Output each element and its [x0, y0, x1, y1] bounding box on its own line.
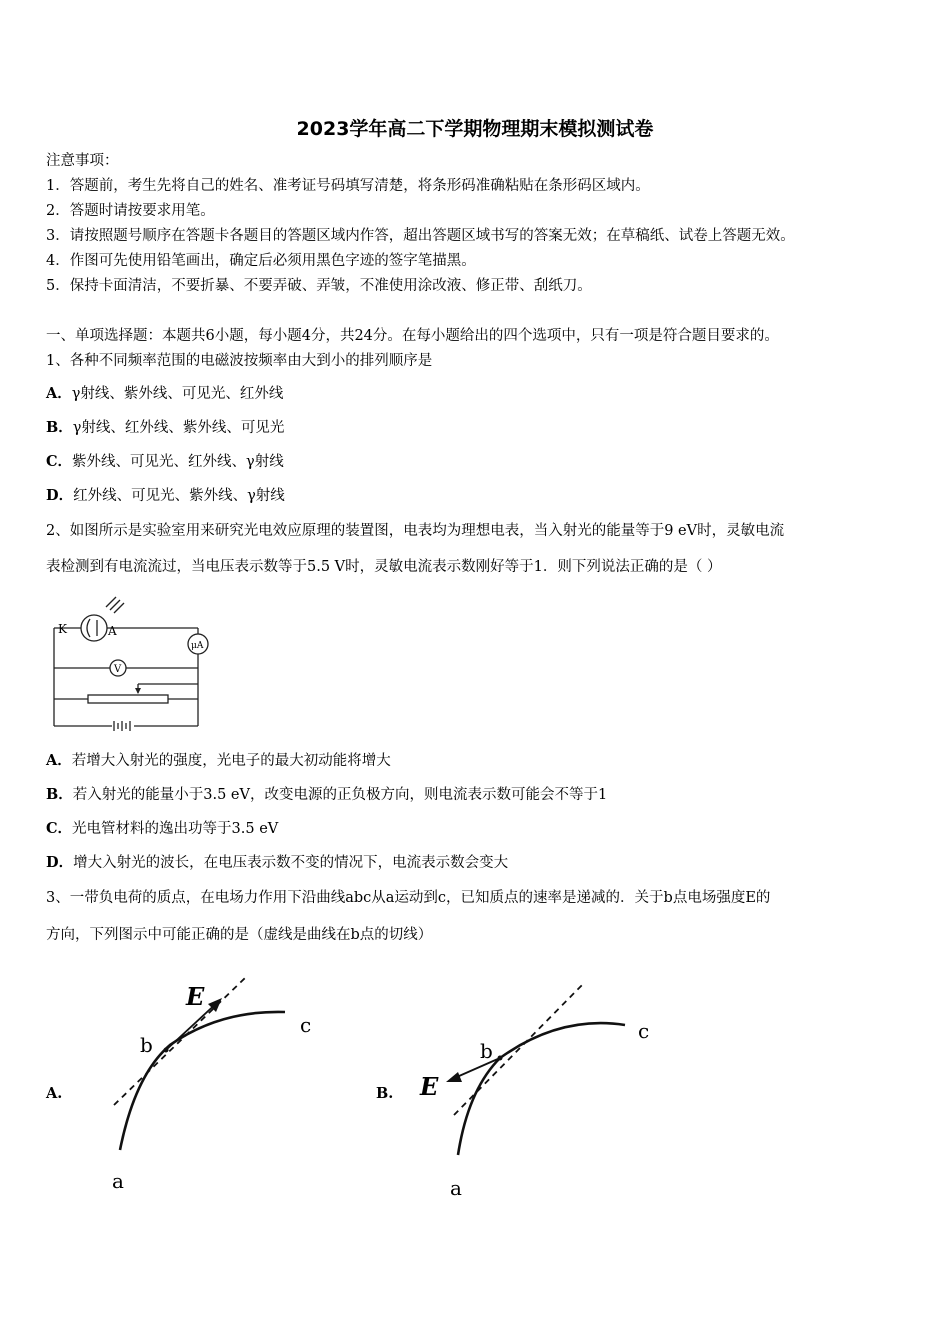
notice-item: 5．保持卡面清洁，不要折暴、不要弄破、弄皱，不准使用涂改液、修正带、刮纸刀。	[46, 278, 592, 294]
anode-label: A	[108, 624, 117, 638]
question-2-stem-line2: 表检测到有电流流过，当电压表示数等于5.5 V时，灵敏电流表示数刚好等于1．则下列说法正确的是（ ）	[46, 559, 722, 575]
option-label: B．	[46, 786, 73, 803]
q2-option-a	[46, 751, 391, 771]
q2-option-c	[46, 819, 278, 839]
q1-option-d	[46, 486, 285, 506]
notice-item: 2．答题时请按要求用笔。	[46, 203, 215, 219]
q1-option-b	[46, 418, 284, 438]
option-text: 若入射光的能量小于3.5 eV，改变电源的正负极方向，则电流表示数可能会不等于1	[72, 787, 608, 803]
e-label: E	[186, 982, 205, 1011]
option-label: A．	[46, 385, 72, 402]
a-label: a	[112, 1169, 124, 1193]
option-label: B．	[46, 419, 73, 436]
option-text: 红外线、可见光、紫外线、γ射线	[73, 488, 285, 504]
cathode-label: K	[58, 622, 67, 636]
notice-heading: 注意事项：	[46, 153, 119, 169]
option-text: γ射线、红外线、紫外线、可见光	[72, 420, 285, 436]
figure-b-label: B.	[376, 1085, 394, 1102]
phototube-icon	[81, 615, 107, 641]
q2-option-b	[46, 785, 607, 805]
point-b-marker	[164, 1048, 169, 1053]
notice-item: 3．请按照题号顺序在答题卡各题目的答题区域内作答，超出答题区域书写的答案无效；在草稿纸、试卷上答题无效。	[46, 228, 795, 244]
ammeter-label: μA	[191, 641, 204, 651]
question-3-stem-line1: 3、一带负电荷的质点，在电场力作用下沿曲线abc从a运动到c，已知质点的速率是递减的．关于b点电场强度E的	[46, 890, 771, 906]
option-text: 紫外线、可见光、红外线、γ射线	[72, 454, 284, 470]
a-label: a	[450, 1176, 462, 1200]
b-label: b	[140, 1033, 153, 1057]
option-label: C．	[46, 453, 73, 470]
option-label: A．	[46, 752, 72, 769]
option-label: D．	[46, 854, 74, 871]
figure-a-field-diagram	[100, 970, 330, 1200]
option-text: 光电管材料的逸出功等于3.5 eV	[72, 821, 279, 837]
voltmeter-label: V	[114, 664, 122, 675]
e-field-arrowhead	[446, 1072, 462, 1082]
option-label: C．	[46, 820, 73, 837]
point-b-marker	[498, 1056, 503, 1061]
notice-item: 4．作图可先使用铅笔画出，确定后必须用黑色字迹的签字笔描黑。	[46, 253, 476, 269]
option-text: γ射线、紫外线、可见光、红外线	[71, 386, 284, 402]
question-1-stem: 1、各种不同频率范围的电磁波按频率由大到小的排列顺序是	[46, 353, 433, 369]
photoelectric-circuit-figure	[46, 588, 216, 734]
c-label: c	[300, 1013, 312, 1037]
figure-a-label: A.	[46, 1085, 63, 1102]
tangent-line	[114, 978, 245, 1105]
option-text: 增大入射光的波长，在电压表示数不变的情况下，电流表示数会变大	[73, 855, 509, 871]
b-label: b	[480, 1039, 493, 1063]
q2-option-d	[46, 853, 508, 873]
option-label: D．	[46, 487, 74, 504]
option-text: 若增大入射光的强度，光电子的最大初动能将增大	[71, 753, 391, 769]
q1-option-a	[46, 384, 283, 404]
e-label: E	[420, 1072, 439, 1101]
q1-option-c	[46, 452, 284, 472]
page-title: 2023学年高二下学期物理期末模拟测试卷	[296, 118, 654, 140]
c-label: c	[638, 1019, 650, 1043]
section-heading: 一、单项选择题：本题共6小题，每小题4分，共24分。在每小题给出的四个选项中，只有一项是符合题目要求的。	[46, 328, 779, 344]
question-2-stem-line1: 2、如图所示是实验室用来研究光电效应原理的装置图，电表均为理想电表，当入射光的能量等于9 eV时，灵敏电流	[46, 523, 785, 539]
question-3-stem-line2: 方向，下列图示中可能正确的是（虚线是曲线在b点的切线）	[46, 927, 433, 943]
figure-b-field-diagram	[410, 970, 670, 1200]
notice-item: 1．答题前，考生先将自己的姓名、准考证号码填写清楚，将条形码准确粘贴在条形码区域内。	[46, 178, 650, 194]
